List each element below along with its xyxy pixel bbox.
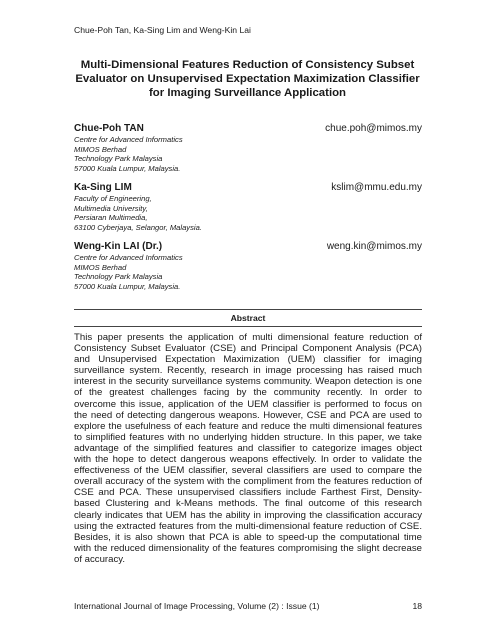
abstract-line: clearly indicates that UEM has the ability in improving the classification accuracy (74, 509, 422, 521)
abstract-heading: Abstract (230, 313, 266, 323)
affiliation-line: 63100 Cyberjaya, Selangor, Malaysia. (74, 223, 202, 233)
page-number: 18 (412, 601, 422, 611)
title-line: for Imaging Surveillance Application (148, 87, 347, 99)
author-email: kslim@mmu.edu.my (331, 182, 422, 193)
abstract-line: interest in the security surveillance systems community. Weapon detection is one (74, 376, 422, 388)
abstract-line: of accuracy. (74, 553, 126, 565)
page-footer (74, 601, 422, 611)
author-block-3 (74, 241, 422, 292)
abstract-line: with the reduced dimensionality of the features compromising the slight decrease (74, 542, 422, 554)
abstract-line: with the hope to detect dangerous weapons effectively. In order to validate the (74, 454, 422, 466)
affiliation-line: Centre for Advanced Informatics (74, 253, 183, 262)
affiliation-line: Technology Park Malaysia (74, 272, 163, 282)
affiliation-line: 57000 Kuala Lumpur, Malaysia. (74, 282, 181, 292)
abstract-line: Besides, it is also shown that PCA is able to speed-up the computational time (74, 531, 422, 543)
author-block-2 (74, 182, 422, 233)
abstract-line: the need of detecting dangerous weapons. However, CSE and PCA are used to (74, 409, 422, 421)
abstract-line: Consistency Subset Evaluator (CSE) and Principal Component Analysis (PCA) (74, 343, 422, 355)
affiliation-line: MIMOS Berhad (74, 262, 127, 272)
affiliation-line: 57000 Kuala Lumpur, Malaysia. (74, 164, 181, 174)
abstract-body (74, 332, 422, 565)
abstract-line: explore the usefulness of each feature and reduce the multi dimensional features (74, 420, 422, 432)
author-affiliation (74, 194, 422, 233)
author-affiliation (74, 253, 422, 292)
author-name: Chue-Poh TAN (74, 123, 144, 134)
footer-journal: International Journal of Image Processing, Volume (2) : Issue (1) (74, 601, 320, 611)
title-line: Evaluator on Unsupervised Expectation Maximization Classifier (75, 73, 420, 85)
author-affiliation (74, 135, 422, 174)
affiliation-line: Technology Park Malaysia (74, 154, 163, 164)
affiliation-line: MIMOS Berhad (74, 144, 127, 154)
affiliation-line: Faculty of Engineering, (74, 194, 152, 203)
author-email: chue.poh@mimos.my (325, 123, 422, 134)
abstract-line: This paper presents the application of multi dimensional feature reduction of (74, 332, 422, 343)
author-name: Weng-Kin LAI (Dr.) (74, 241, 163, 252)
abstract-line: advantage of the simplified features and classifier to categorize images object (74, 442, 422, 454)
paper-title (60, 58, 435, 100)
abstract-line: overcome this issue, application of the UEM classifier is performed to focus on (74, 398, 422, 410)
abstract-line: and Unsupervised Expectation Maximization (UEM) classifier for imaging (74, 354, 422, 366)
abstract-line: effectiveness of the UEM classifier, several classifiers are used to compare the (74, 465, 422, 477)
affiliation-line: Multimedia University, (74, 203, 148, 213)
author-block-1 (74, 123, 422, 174)
title-line: Multi-Dimensional Features Reduction of Consistency Subset (80, 59, 415, 71)
author-email: weng.kin@mimos.my (326, 241, 422, 252)
running-head: Chue-Poh Tan, Ka-Sing Lim and Weng-Kin Lai (74, 25, 251, 35)
abstract-line: CSE and PCA. These unsupervised classifiers include Farthest First, Density- (74, 487, 422, 499)
affiliation-line: Centre for Advanced Informatics (74, 135, 183, 144)
abstract-rule-top (74, 309, 422, 310)
abstract-line: based Clustering and k-Means methods. The final outcome of this research (74, 498, 422, 510)
abstract-rule-bottom (74, 326, 422, 327)
author-name: Ka-Sing LIM (74, 182, 132, 193)
abstract-line: overall accuracy of the system with the compliment from the features reduction of (74, 476, 422, 488)
abstract-line: of the greatest challenges facing by the community recently. In order to (74, 387, 422, 399)
abstract-line: to simplified features with no underlying hidden structure. In this paper, we take (74, 431, 422, 443)
abstract-line: using the extracted features from the multi-dimensional feature reduction of CSE. (74, 520, 422, 532)
abstract-line: surveillance system. Recently, research in image processing has raised much (74, 365, 422, 377)
affiliation-line: Persiaran Multimedia, (74, 213, 148, 223)
